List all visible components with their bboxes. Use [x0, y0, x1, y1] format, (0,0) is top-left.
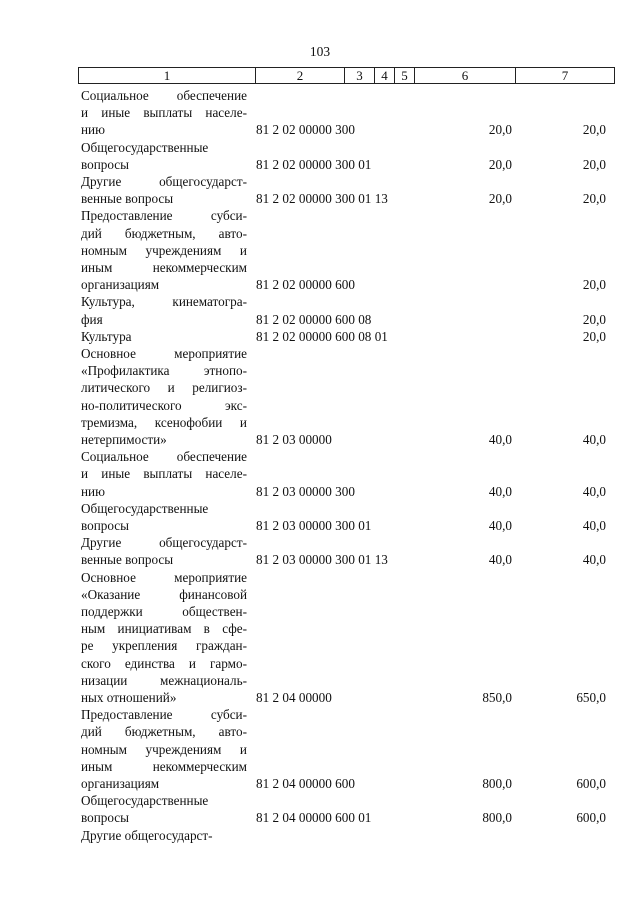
description-line: венные вопросы: [81, 552, 174, 568]
row-description: [81, 207, 247, 293]
description-line: Культура, кинематогра-: [81, 294, 247, 310]
row-value-col6: 40,0: [488, 517, 512, 533]
description-line: поддержки обществен-: [81, 603, 247, 619]
description-line: и иные выплаты населе-: [81, 105, 247, 121]
row-description: [81, 345, 247, 448]
header-col-1: 1: [163, 68, 171, 83]
row-description: [81, 328, 247, 345]
row-description: [81, 139, 247, 173]
row-description: [81, 827, 247, 844]
description-line: иным некоммерческим: [81, 259, 247, 275]
row-value-col7: 600,0: [576, 810, 606, 826]
row-description: [81, 448, 247, 500]
description-line: ского единства и гармо-: [81, 655, 247, 671]
description-line: Социальное обеспечение: [81, 88, 247, 103]
header-col-6: 6: [414, 68, 515, 83]
row-value-col6: 20,0: [488, 156, 512, 172]
row-value-col6: 20,0: [488, 122, 512, 138]
description-line: вопросы: [81, 156, 130, 172]
row-code: 81 2 02 00000 600 08 01: [256, 328, 388, 344]
description-line: номным учреждениям и: [81, 741, 247, 757]
row-description: [81, 792, 247, 826]
description-line: венные вопросы: [81, 191, 174, 207]
description-line: «Профилактика этнопо-: [81, 363, 247, 379]
row-value-col6: 40,0: [488, 432, 512, 447]
row-description: [81, 173, 247, 207]
header-col-4: 4: [374, 68, 394, 83]
row-value-col7: 40,0: [582, 517, 606, 533]
row-code: 81 2 02 00000 600: [256, 277, 355, 293]
row-code: 81 2 04 00000: [256, 689, 332, 705]
row-description: [81, 534, 247, 568]
row-code: 81 2 03 00000 300: [256, 483, 355, 499]
description-line: Другие общегосударст-: [81, 827, 213, 843]
row-value-col7: 20,0: [582, 156, 606, 172]
row-value-col7: 20,0: [582, 328, 606, 344]
row-code: 81 2 02 00000 600 08: [256, 311, 372, 327]
page-number: 103: [309, 44, 331, 59]
row-value-col6: 20,0: [488, 191, 512, 207]
row-value-col6: 850,0: [482, 689, 512, 705]
row-description: [81, 87, 247, 139]
header-col-2: 2: [255, 68, 344, 83]
row-value-col7: 20,0: [582, 122, 606, 138]
description-line: вопросы: [81, 517, 130, 533]
row-value-col6: 40,0: [488, 483, 512, 499]
description-line: Другие общегосударст-: [81, 174, 247, 189]
description-line: и иные выплаты населе-: [81, 466, 247, 482]
description-line: дий бюджетным, авто-: [81, 724, 247, 740]
description-line: нию: [81, 122, 105, 138]
row-value-col6: 800,0: [482, 775, 512, 791]
description-line: дий бюджетным, авто-: [81, 225, 247, 241]
description-line: фия: [81, 311, 103, 327]
row-value-col6: 40,0: [488, 552, 512, 568]
description-line: организациям: [81, 277, 160, 293]
row-value-col6: 800,0: [482, 810, 512, 826]
description-line: номным учреждениям и: [81, 242, 247, 258]
row-code: 81 2 02 00000 300 01: [256, 156, 372, 172]
description-line: Общегосударственные: [81, 500, 209, 516]
description-line: организациям: [81, 775, 160, 791]
description-line: иным некоммерческим: [81, 758, 247, 774]
row-value-col7: 20,0: [582, 311, 606, 327]
row-description: [81, 706, 247, 792]
row-description: [81, 569, 247, 707]
description-line: Предоставление субси-: [81, 208, 247, 224]
row-value-col7: 600,0: [576, 775, 606, 791]
description-line: низации межнациональ-: [81, 672, 247, 688]
description-line: Культура: [81, 328, 132, 344]
row-code: 81 2 03 00000: [256, 432, 332, 447]
row-code: 81 2 02 00000 300: [256, 122, 355, 138]
row-description: [81, 500, 247, 534]
header-col-7: 7: [515, 68, 614, 83]
description-line: Предоставление субси-: [81, 707, 247, 723]
header-col-5: 5: [394, 68, 414, 83]
description-line: Другие общегосударст-: [81, 535, 247, 551]
row-code: 81 2 04 00000 600: [256, 775, 355, 791]
row-value-col7: 20,0: [582, 277, 606, 293]
description-line: вопросы: [81, 810, 130, 826]
description-line: ным инициативам в сфе-: [81, 621, 247, 637]
row-code: 81 2 04 00000 600 01: [256, 810, 372, 826]
description-line: литического и религиоз-: [81, 380, 247, 396]
description-line: ре укрепления граждан-: [81, 638, 247, 654]
description-line: Общегосударственные: [81, 139, 209, 155]
row-value-col7: 40,0: [582, 483, 606, 499]
row-value-col7: 40,0: [582, 552, 606, 568]
row-description: [81, 293, 247, 327]
description-line: но-политического экс-: [81, 397, 247, 413]
row-code: 81 2 02 00000 300 01 13: [256, 191, 388, 207]
row-value-col7: 650,0: [576, 689, 606, 705]
description-line: нию: [81, 483, 105, 499]
description-line: Основное мероприятие: [81, 569, 247, 585]
row-value-col7: 40,0: [582, 432, 606, 447]
description-line: «Оказание финансовой: [81, 586, 247, 602]
description-line: тремизма, ксенофобии и: [81, 414, 247, 430]
table-header: [78, 67, 615, 84]
description-line: нетерпимости»: [81, 431, 167, 447]
description-line: Основное мероприятие: [81, 346, 247, 361]
header-col-3: 3: [344, 68, 374, 83]
row-value-col7: 20,0: [582, 191, 606, 207]
description-line: Общегосударственные: [81, 793, 209, 809]
row-code: 81 2 03 00000 300 01: [256, 517, 372, 533]
description-line: Социальное обеспечение: [81, 449, 247, 465]
row-code: 81 2 03 00000 300 01 13: [256, 552, 388, 568]
description-line: ных отношений»: [81, 689, 177, 705]
